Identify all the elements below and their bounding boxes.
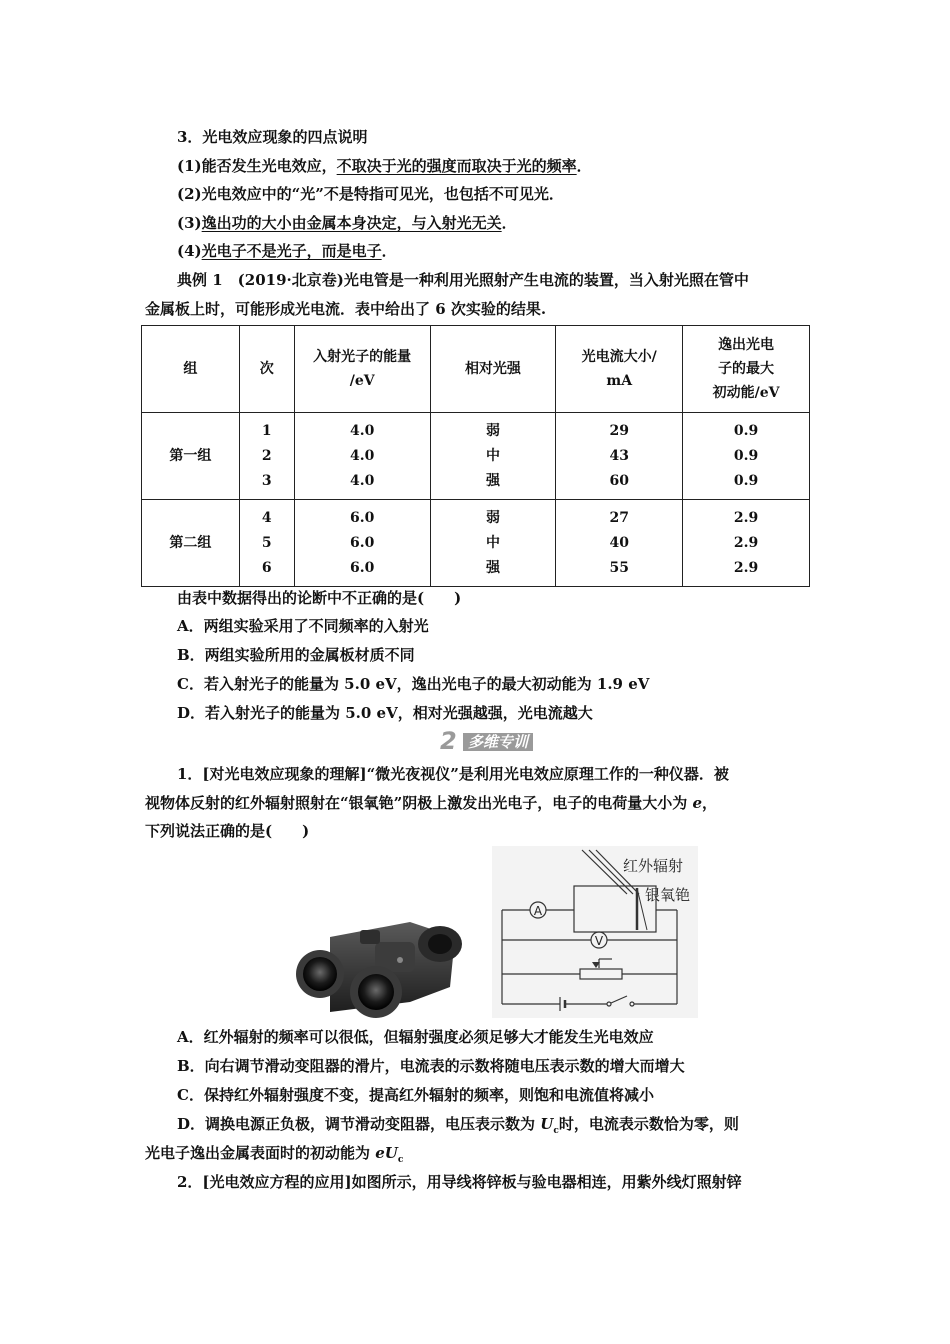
point-2: (2)光电效应中的“光”不是特指可见光，也包括不可见光． xyxy=(177,185,564,203)
run-cell: 1 2 3 xyxy=(239,413,294,500)
point-1: (1)能否发生光电效应，不取决于光的强度而取决于光的频率． xyxy=(177,157,592,175)
group-name: 第二组 xyxy=(142,500,240,587)
example-line-2: 金属板上时，可能形成光电流．表中给出了 6 次实验的结果. xyxy=(145,300,547,318)
experiment-table xyxy=(141,325,810,587)
q1-line-1: 1．[对光电效应现象的理解]“微光夜视仪”是利用光电效应原理工作的一种仪器．被 xyxy=(177,765,729,783)
option-a: A．两组实验采用了不同频率的入射光 xyxy=(177,617,429,635)
run-cell: 4 5 6 xyxy=(239,500,294,587)
banner-text: 多维专训 xyxy=(463,733,533,751)
header-kinetic: 逸出光电 子的最大 初动能/eV xyxy=(683,326,810,413)
option-c: C．若入射光子的能量为 5.0 eV，逸出光电子的最大初动能为 1.9 eV xyxy=(177,675,650,693)
section-banner xyxy=(440,727,540,755)
q1-option-c: C．保持红外辐射强度不变，提高红外辐射的频率，则饱和电流值将减小 xyxy=(177,1086,654,1104)
header-run: 次 xyxy=(239,326,294,413)
table-row xyxy=(142,413,810,500)
header-current: 光电流大小/ mA xyxy=(556,326,683,413)
kinetic-cell: 2.9 2.9 2.9 xyxy=(683,500,810,587)
q2-line-1: 2．[光电效应方程的应用]如图所示，用导线将锌板与验电器相连，用紫外线灯照射锌 xyxy=(177,1173,742,1191)
q1-line-3: 下列说法正确的是( ) xyxy=(145,822,310,840)
header-intensity: 相对光强 xyxy=(430,326,556,413)
energy-cell: 6.0 6.0 6.0 xyxy=(294,500,430,587)
q1-option-d: D．调换电源正负极，调节滑动变阻器，电压表示数为 $U_c$时，电流表示数恰为零，则 xyxy=(177,1115,739,1136)
point-4: (4)光电子不是光子，而是电子． xyxy=(177,242,397,260)
example-line-1: 典例 1 (2019·北京卷)光电管是一种利用光照射产生电流的装置，当入射光照在管中 xyxy=(177,271,749,289)
infrared-label: 红外辐射 xyxy=(623,857,684,875)
section-title: 3．光电效应现象的四点说明 xyxy=(177,128,368,146)
current-cell: 29 43 60 xyxy=(556,413,683,500)
group-name: 第一组 xyxy=(142,413,240,500)
header-group: 组 xyxy=(142,326,240,413)
kinetic-cell: 0.9 0.9 0.9 xyxy=(683,413,810,500)
option-d: D．若入射光子的能量为 5.0 eV，相对光强越强，光电流越大 xyxy=(177,704,593,722)
q1-option-a: A．红外辐射的频率可以很低，但辐射强度必须足够大才能发生光电效应 xyxy=(177,1028,654,1046)
night-vision-goggles-image xyxy=(290,902,470,1022)
q1-option-d-cont: 光电子逸出金属表面时的初动能为 $eU_c$ xyxy=(145,1144,404,1165)
table-header-row xyxy=(142,326,810,413)
energy-cell: 4.0 4.0 4.0 xyxy=(294,413,430,500)
intensity-cell: 弱 中 强 xyxy=(430,500,556,587)
voltmeter-label: V xyxy=(594,934,604,948)
option-b: B．两组实验所用的金属板材质不同 xyxy=(177,646,415,664)
point-3: (3)逸出功的大小由金属本身决定，与入射光无关． xyxy=(177,214,517,232)
photoelectric-circuit-diagram xyxy=(492,846,698,1018)
ammeter-label: A xyxy=(533,904,543,918)
cathode-label: 银氧铯 xyxy=(645,886,691,904)
intensity-cell: 弱 中 强 xyxy=(430,413,556,500)
q1-line-2: 视物体反射的红外辐射照射在“银氧铯”阴极上激发出光电子，电子的电荷量大小为 e， xyxy=(145,794,718,812)
current-cell: 27 40 55 xyxy=(556,500,683,587)
header-energy: 入射光子的能量 /eV xyxy=(294,326,430,413)
banner-number: 2 xyxy=(440,727,457,755)
table-row xyxy=(142,500,810,587)
question-stem: 由表中数据得出的论断中不正确的是( ) xyxy=(177,589,462,607)
q1-option-b: B．向右调节滑动变阻器的滑片，电流表的示数将随电压表示数的增大而增大 xyxy=(177,1057,685,1075)
